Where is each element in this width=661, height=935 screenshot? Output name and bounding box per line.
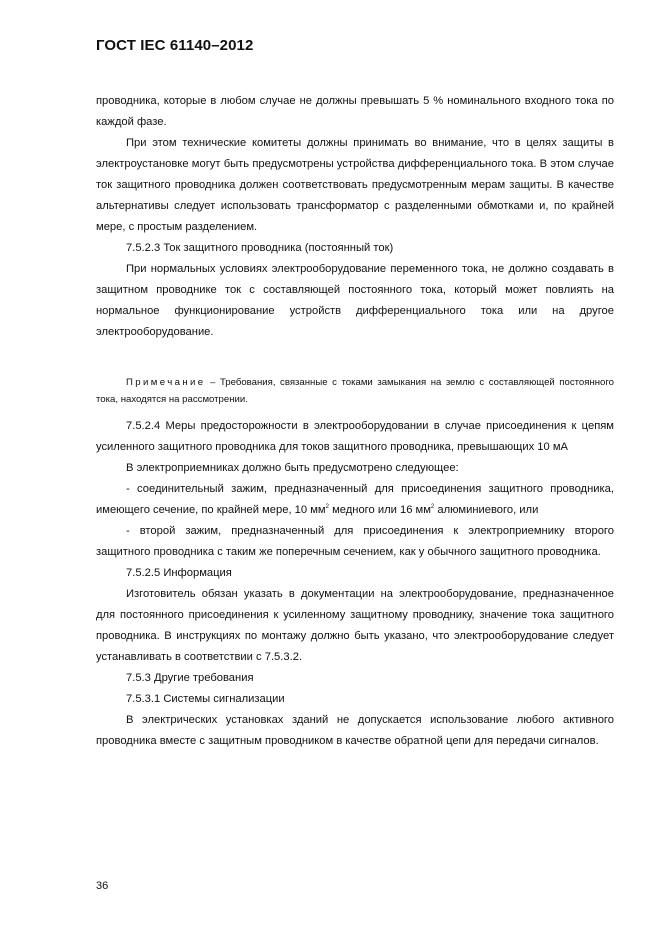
- list-item: - второй зажим, предназначенный для присоединения к электроприемнику второго защитного проводника с таким же поперечным сечением, как у обычного защитного проводника.: [96, 525, 614, 558]
- section-heading-7-5-2-3: 7.5.2.3 Ток защитного проводника (постоянный ток): [126, 242, 394, 254]
- paragraph: При этом технические комитеты должны принимать во внимание, что в целях защиты в электроустановке могут быть предусмотрены устройства дифференциального тока. В этом случае ток защитного проводника должен соответствовать предусмотренным мерам защиты. В качестве альтернативы следует использовать трансформатор с разделенными обмотками и, по крайней мере, с простым разделением.: [96, 137, 614, 233]
- document-body: [96, 91, 614, 752]
- section-heading-7-5-2-5: 7.5.2.5 Информация: [126, 567, 232, 579]
- paragraph: В электроприемниках должно быть предусмотрено следующее:: [126, 462, 459, 474]
- list-item-text: алюминиевого, или: [434, 504, 539, 516]
- note-text: – Требования, связанные с токами замыкания на землю с составляющей постоянного тока, находятся на рассмотрении.: [96, 377, 614, 405]
- section-heading-7-5-3: 7.5.3 Другие требования: [126, 672, 254, 684]
- superscript: 2: [430, 504, 435, 510]
- note-label: Примечание: [126, 377, 206, 388]
- note: [96, 374, 614, 408]
- paragraph: проводника, которые в любом случае не должны превышать 5 % номинального входного тока по каждой фазе.: [96, 95, 614, 128]
- paragraph: Изготовитель обязан указать в документации на электрооборудование, предназначенное для постоянного присоединения к усиленному защитному проводнику, значение тока защитного проводника. В инструкциях по монтажу должно быть указано, что электрооборудование следует устанавливать в соответствии с 7.5.3.2.: [96, 588, 614, 663]
- paragraph: При нормальных условиях электрооборудование переменного тока, не должно создавать в защитном проводнике ток с составляющей постоянного тока, который может повлиять на нормальное функционирование устройств дифференциального тока или на другое электрооборудование.: [96, 263, 614, 338]
- list-item-text: - соединительный зажим, предназначенный для присоединения защитного проводника, имеющего сечение, по крайней мере, 10 мм: [96, 483, 614, 516]
- document-header: ГОСТ IEC 61140–2012: [96, 37, 254, 54]
- list-item: [96, 479, 614, 521]
- page-number: 36: [96, 880, 109, 892]
- paragraph: В электрических установках зданий не допускается использование любого активного проводника вместе с защитным проводником в качестве обратной цепи для передачи сигналов.: [96, 714, 614, 747]
- list-item-text: медного или 16 мм: [328, 504, 431, 516]
- section-heading-7-5-2-4: 7.5.2.4 Меры предосторожности в электрооборудовании в случае присоединения к цепям усиленного защитного проводника для токов защитного проводника, превышающих 10 мА: [96, 420, 614, 453]
- section-heading-7-5-3-1: 7.5.3.1 Системы сигнализации: [126, 693, 285, 705]
- superscript: 2: [325, 504, 329, 510]
